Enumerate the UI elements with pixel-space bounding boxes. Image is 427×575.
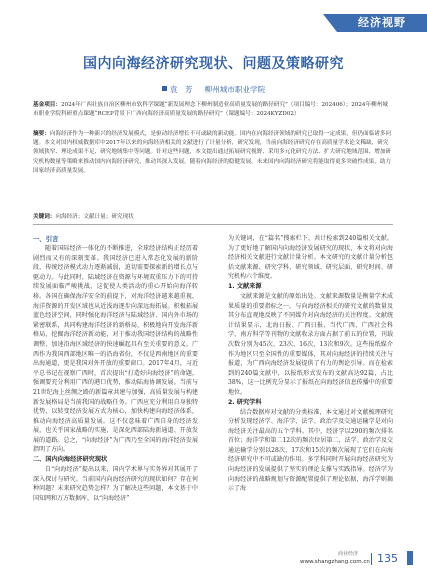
paragraph: 自“向海经济”提出以来，国内学术界与实务界对其展开了深入探讨与研究。当前国内向海经济研究的现状如何？存在何种问题？未来研究趋势怎样？为了解决这些问题，本文基于中国知网和万方数据库，以“向海经济” (33, 466, 198, 502)
section-heading: 一、引言 (33, 235, 59, 243)
fund-text: 2024年广西壮族自治区柳州市软科学课题“新发展理念下柳州制造业高质量发展的路径研究”（项目编号：202406）；2024年柳州城市职业学院科研重点课题“RCEP背景下广西向海经济高质量发展的路径研究”（课题编号：2024KYZD02） (33, 102, 388, 117)
paragraph: 文献来源是文献的原始出处。文献来源数量是衡量学术成果质量的重要指标之一。与向海经济相关的研究文献的数量及其分布直观地反映了不同媒介对向海经济的关注程度。文献统计结果显示，北海日报、广西日报、当代广西、广西社会科学、南方科学等刊物的文献收录方面占据了前五的位置，刊载次数分别为45次、23次、16次、13次和9次。这些报纸媒介作为地区只至全国性的重要媒体，其对向海经济的持续关注与报道，为广西向海经济发展提供了有力的舆论引导。而在检索到的240篇文献中，以报纸形式发布的文献高达92篇，占比38%，这一比例充分显示了报纸在向海经济信息传播中的重要地位。 (228, 292, 393, 396)
author-affiliation: 柳州城市职业学院 (204, 85, 266, 94)
body-column-left (33, 234, 198, 503)
page-divider (371, 553, 372, 565)
author-line (0, 84, 427, 95)
subsection-heading: 1. 文献来源 (228, 282, 262, 290)
keywords-text: 向海经济；文献计量；研究现状 (55, 214, 134, 220)
author-square-icon (162, 86, 167, 91)
page-side-mark (407, 551, 413, 565)
abstract (33, 130, 393, 176)
column-tag: 经济视野 (337, 14, 427, 32)
article-title: 国内向海经济研究现状、问题及策略研究 (83, 56, 344, 72)
keywords (33, 212, 393, 220)
fund-label: 基金项目： (33, 102, 61, 108)
page-number: 135 (377, 552, 398, 565)
paragraph: 为关键词，在“篇名”搜索栏下，共计检索到240篇相关文献。为了更好地了解国内向海经济发展研究的现状，本文将对向海经济相关文献进行文献计量分析。本文研究的文献计量分析包括文献来源、研究学科、研究领域、研究层面、研究时间、研究机构六个维度。 (228, 235, 393, 281)
keywords-label: 关键词： (33, 214, 56, 220)
top-band (0, 0, 427, 12)
section-heading: 二、国内向海经济研究现状 (33, 456, 108, 464)
abstract-label: 摘要： (33, 131, 50, 137)
fund-info (33, 101, 393, 119)
abstract-text: 向海经济作为一种新兴的经济发展模式，是驱动经济增长不可或缺的新动能。国内在向海经济领域的研究已取得一定成果，但仍面临诸多问题。本文对国内权威数据库中2017年以来的向海经济相关的文献进行了计量分析，研究发现，当前向海经济研究存在高质量学术论文稀缺、研究领域狭窄、理论成果不足、研究地域集中等问题。针对这些问题，本文提出通过拓展研究视野、采用多元化研究方法、扩大研究地域范围、增加研究机构数量等策略来推动国内向海经济研究，推动其深入发展。随着向海经济的稳健发展，未来国内向海经济研究将能取得更多突破性成果，助力国家经济高质量发展。 (33, 131, 392, 174)
subsection-heading: 2. 研究学科 (228, 398, 262, 406)
divider (33, 224, 393, 225)
paragraph: 随着国际经济一体化的不断推进，全球经济结构正经历着剧烈而又有的深刻变革。我国经济已进入常态化发展的新阶段，传统经济模式动力逐渐减弱，迫切需要探索新的增长点与驱动力。与此同时，陆域经济在资源与环境双重压力下的可持续发展面临严峻挑战，这促使人类活动的重心开始向海洋转移。各国在确保海洋安全的前提下，对海洋经济越来越重视，海洋资源的开发区域也从近浅海逐步向深远海拓展。积极拓展蓝色经济空间，同时强化海洋经济与陆域经济、国内外市场的紧密联系，共同构建海洋经济的新格局，积极地向开发海洋新格局，挖掘海洋经济新动能，对于推动我国经济结构的战略性调整、加速沿海区域经济的快速崛起具有至关重要的意义。广西作为我国西部地区唯一的沿海省份，不仅是西南地区的重要出海通道，更是我国对外开放的重要窗口。2017年4月，习近平总书记在视察广西时，首次提出“打造好向海经济”的命题，强调要充分利用广西的港口优势，推动陆海协调发展。当前与21世纪海上丝绸之路的新篇章共建与加强，高质量发展与构建新发展格局是当前我国的战略任务。广西应充分利用自身独特优势，以转变经济发展方式为核心，加快构建向海经济体系，推动向海经济高质量发展。这不仅意味着广西自身的经济发展，也关乎国家战略的实施，是深化西部陆海新通道、开放发展的道路。总之，“向海经济”为广西乃至全国的海洋经济发展指明了方向。 (33, 245, 198, 454)
footer-url: www.shangzhang.com.cn (300, 559, 370, 565)
author-name: 袁 芳 (169, 85, 193, 94)
footer-brand: 商业经济 (338, 551, 359, 557)
paragraph: 结合数据库对文献的分类标准，本文通过对文献梳理研究分析发现经济学、海洋学、法学、政治学及交通运输学是对向海经济关注最高的五个学科。其中，经济学以290的频次排名首位；海洋学和第二12次的频次位居第二，法学、政治学及交通运输学分别以28次、17次和15次的频次展现了它们在向海经济研究中不可或缺的作用。多学科同时开展向海经济研究为向海经济的发展提供了坚实的理论支撑与实践指导。经济学为向海经济的战略规划与资源配置提供了理论依据，海洋学则揭示了海 (228, 408, 393, 493)
body-column-right (228, 234, 393, 494)
